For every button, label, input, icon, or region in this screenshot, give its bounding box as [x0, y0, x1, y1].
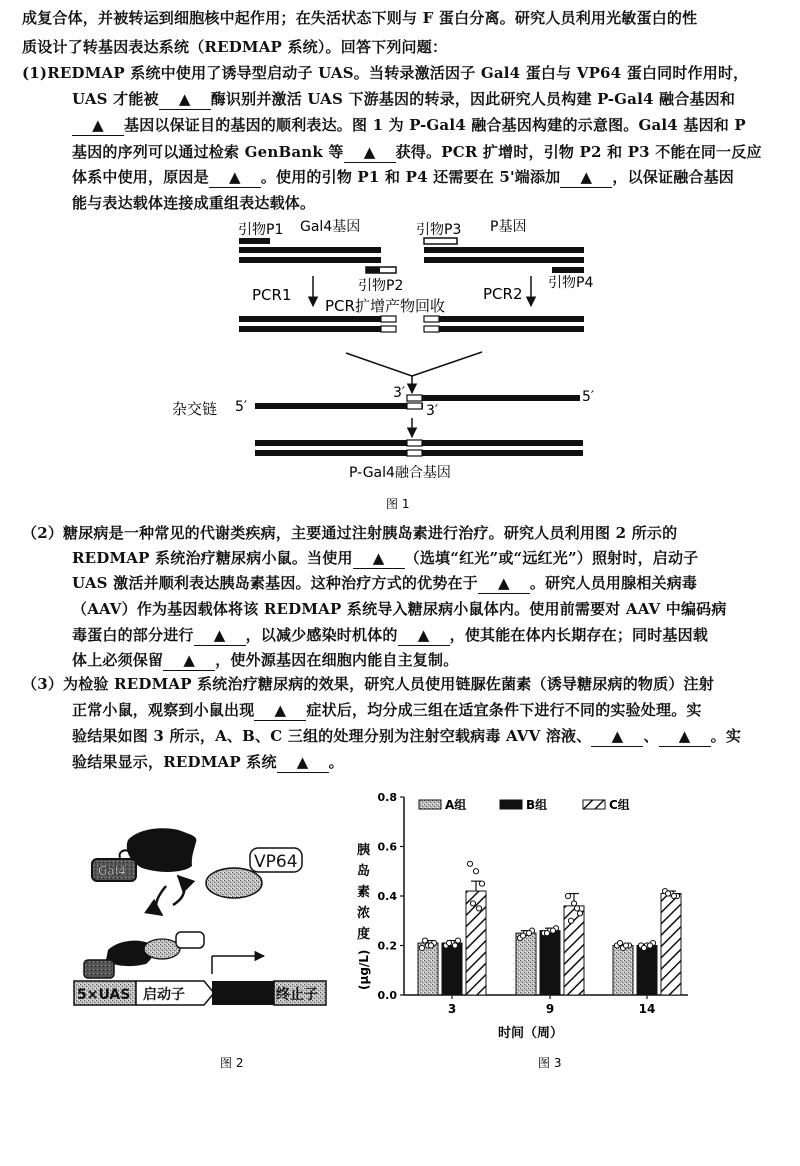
- insulin-gene-element: [212, 981, 274, 1005]
- q3-l3-text-c: 。实: [710, 727, 742, 745]
- q1-l5-text-c: ，以保证融合基因: [612, 168, 734, 186]
- gal4-strand-top: [239, 247, 381, 253]
- bars: [418, 861, 681, 995]
- f-protein-top: [127, 828, 197, 872]
- label-primer-p2: 引物P2: [358, 278, 404, 294]
- product1-bottom-tag: [381, 326, 396, 332]
- label-primer-p1: 引物P1: [238, 222, 284, 238]
- label-primer-p4: 引物P4: [548, 275, 594, 291]
- ylabel-char-4: 度: [357, 927, 371, 942]
- q2-l3-text-b: 。研究人员用腺相关病毒: [529, 574, 698, 592]
- bar: [540, 931, 560, 995]
- data-point: [641, 945, 646, 950]
- figure-2-caption: 图 2: [220, 1056, 244, 1070]
- legend-label: A组: [445, 798, 467, 812]
- product2-bottom: [439, 326, 584, 332]
- q1-line-1: (1)REDMAP 系统中使用了诱导型启动子 UAS。当转录激活因子 Gal4 蛋白与 VP64 蛋白同时作用时，: [22, 64, 749, 82]
- data-point: [671, 893, 676, 898]
- label-five-prime-right: 5′: [582, 389, 595, 405]
- answer-blank[interactable]: ▲: [560, 168, 612, 188]
- x-axis-title: 时间（周）: [498, 1026, 564, 1041]
- answer-blank[interactable]: ▲: [163, 651, 215, 671]
- data-point: [565, 893, 570, 898]
- answer-blank[interactable]: ▲: [277, 753, 329, 773]
- merge-line-left: [346, 353, 412, 376]
- y-tick-label: 0.2: [377, 939, 397, 953]
- bar: [442, 943, 462, 995]
- label-primer-p3: 引物P3: [416, 222, 462, 238]
- hybrid-strand-top: [412, 395, 580, 401]
- q1-l4-text-b: 获得。PCR 扩增时，引物 P2 和 P3 不能在同一反应: [395, 143, 762, 161]
- hybrid-overlap-bottom: [407, 403, 422, 409]
- answer-blank[interactable]: ▲: [353, 549, 405, 569]
- intro-line-2: 质设计了转基因表达系统（REDMAP 系统）。回答下列问题：: [22, 38, 448, 56]
- q1-l2-text-b: 酶识别并激活 UAS 下游基因的转录，因此研究人员构建 P-Gal4 融合基因和: [210, 90, 736, 108]
- legend: [419, 797, 630, 812]
- figure-2: [74, 828, 326, 1070]
- data-point: [419, 945, 424, 950]
- data-point: [574, 906, 579, 911]
- y-axis-title: [357, 842, 371, 990]
- q1-l5-text-b: 。使用的引物 P1 和 P4 还需要在 5'端添加: [260, 168, 561, 186]
- gal4-label: Gal4: [98, 864, 126, 878]
- answer-blank[interactable]: ▲: [591, 727, 643, 747]
- primer-p2-dark: [366, 267, 380, 273]
- data-point: [446, 940, 451, 945]
- q3-l2-text-a: 正常小鼠，观察到小鼠出现: [72, 701, 255, 719]
- answer-blank[interactable]: ▲: [344, 143, 396, 163]
- product1-top-tag: [381, 316, 396, 322]
- ylabel-char-0: 胰: [357, 843, 371, 858]
- y-tick-label: 0.4: [377, 890, 397, 903]
- y-tick-label: 0.0: [377, 989, 397, 1002]
- q2-l5-text-b: ，以减少感染时机体的: [245, 626, 398, 644]
- y-tick-label: 0.8: [377, 791, 397, 804]
- data-point: [577, 911, 582, 916]
- product2-top-tag: [424, 316, 439, 322]
- answer-blank[interactable]: ▲: [659, 727, 711, 747]
- primer-p3: [424, 238, 457, 244]
- bar: [661, 894, 681, 995]
- q1-line-6: 能与表达载体连接成重组表达载体。: [72, 194, 316, 212]
- q2-l2-text-a: REDMAP 系统治疗糖尿病小鼠。当使用: [72, 549, 353, 567]
- cycle-arrow-left: [156, 886, 166, 915]
- data-point: [473, 869, 478, 874]
- q1-l3-text: 基因以保证目的基因的顺利表达。图 1 为 P-Gal4 融合基因构建的示意图。Gal4 基因和 P: [124, 116, 746, 134]
- label-p-gene: P基因: [490, 219, 527, 235]
- legend-swatch: [583, 800, 605, 809]
- bar: [564, 906, 584, 995]
- uas-label: 5×UAS: [77, 987, 131, 1003]
- data-point: [617, 940, 622, 945]
- ylabel-char-3: 浓: [357, 906, 371, 921]
- terminator-label: 终止子: [276, 987, 318, 1003]
- fusion-tag-top: [407, 440, 422, 446]
- merge-line-right: [412, 352, 482, 376]
- q3-l3-text-b: 、: [643, 727, 659, 745]
- label-pcr-recovery: PCR扩增产物回收: [325, 297, 445, 315]
- x-tick-label: 14: [638, 1002, 656, 1016]
- data-point: [665, 891, 670, 896]
- data-point: [571, 901, 576, 906]
- q2-l2-text-b: （选填“红光”或“远红光”）照射时，启动子: [404, 549, 699, 567]
- ylabel-char-1: 岛: [357, 864, 371, 879]
- legend-label: C组: [609, 798, 630, 812]
- q1-l5-text-a: 体系中使用，原因是: [72, 168, 209, 186]
- bar: [466, 891, 486, 995]
- primer-p1: [239, 238, 270, 244]
- q2-line-1: （2）糖尿病是一种常见的代谢类疾病，主要通过注射胰岛素进行治疗。研究人员利用图 2 所示的: [22, 524, 678, 542]
- figure-1: [172, 218, 594, 511]
- vp64-protein-bottom: [144, 939, 180, 959]
- y-ticks: [378, 791, 405, 1002]
- vp64-protein-top: [206, 868, 262, 898]
- x-tick-label: 3: [447, 1002, 457, 1016]
- q2-l3-text-a: UAS 激活并顺利表达胰岛素基因。这种治疗方式的优势在于: [72, 574, 478, 592]
- data-point: [455, 938, 460, 943]
- q1-l4-text-a: 基因的序列可以通过检索 GenBank 等: [72, 143, 344, 161]
- q3-l4-text-a: 验结果显示，REDMAP 系统: [72, 753, 277, 771]
- product2-top: [439, 316, 584, 322]
- answer-blank[interactable]: ▲: [194, 626, 246, 646]
- product2-bottom-tag: [424, 326, 439, 332]
- bar: [613, 946, 633, 996]
- data-point: [467, 861, 472, 866]
- vp64-small-box: [176, 932, 204, 948]
- hybrid-strand-bottom: [255, 403, 423, 409]
- label-pcr2: PCR2: [483, 285, 523, 303]
- answer-blank[interactable]: ▲: [159, 90, 211, 110]
- legend-swatch: [419, 800, 441, 809]
- vp64-label: VP64: [254, 852, 298, 872]
- label-five-prime-left: 5′: [235, 399, 248, 415]
- y-tick-label: 0.6: [377, 840, 397, 854]
- intro-line-1: 成复合体，并被转运到细胞核中起作用；在失活状态下则与 F 蛋白分离。研究人员利用光敏蛋白的性: [22, 9, 698, 27]
- promoter-label: 启动子: [143, 987, 185, 1003]
- ylabel-unit: (μg/L): [357, 949, 371, 990]
- q2-line-4: （AAV）作为基因载体将该 REDMAP 系统导入糖尿病小鼠体内。使用前需要对 AAV 中编码病: [72, 600, 727, 618]
- hybrid-overlap-top: [407, 395, 422, 401]
- fusion-tag-bottom: [407, 450, 422, 456]
- answer-blank[interactable]: ▲: [398, 626, 450, 646]
- data-point: [568, 918, 573, 923]
- q3-l4-text-b: 。: [328, 753, 344, 771]
- data-point: [526, 931, 531, 936]
- q2-l6-text-b: ，使外源基因在细胞内能自主复制。: [215, 651, 459, 669]
- data-point: [479, 881, 484, 886]
- answer-blank[interactable]: ▲: [209, 168, 261, 188]
- legend-swatch: [500, 800, 522, 809]
- q3-line-1: （3）为检验 REDMAP 系统治疗糖尿病的效果，研究人员使用链脲佐菌素（诱导糖尿病的物质）注射: [22, 675, 714, 693]
- legend-label: B组: [526, 798, 548, 812]
- data-point: [550, 928, 555, 933]
- gal4-small-box: [84, 960, 114, 978]
- q1-l2-text-a: UAS 才能被: [72, 90, 159, 108]
- q2-l5-text-c: ，使其能在体内长期存在；同时基因载: [449, 626, 709, 644]
- label-three-prime-top: 3′: [393, 385, 406, 401]
- q3-l3-text-a: 验结果如图 3 所示，A、B、C 三组的处理分别为注射空载病毒 AVV 溶液、: [72, 727, 592, 745]
- answer-blank[interactable]: ▲: [72, 116, 124, 136]
- q2-l5-text-a: 毒蛋白的部分进行: [72, 626, 194, 644]
- data-point: [647, 943, 652, 948]
- label-three-prime-bottom: 3′: [426, 403, 439, 419]
- q3-l2-text-b: 症状后，均分成三组在适宜条件下进行不同的实验处理。实: [306, 701, 702, 719]
- bar: [516, 933, 536, 995]
- data-point: [428, 943, 433, 948]
- label-hybrid-strand: 杂交链: [172, 400, 218, 418]
- q2-l6-text-a: 体上必须保留: [72, 651, 164, 669]
- answer-blank[interactable]: ▲: [478, 574, 530, 594]
- label-fusion-gene: P-Gal4融合基因: [349, 465, 451, 481]
- primer-p4: [552, 267, 584, 273]
- ylabel-char-2: 素: [357, 885, 371, 900]
- product1-top: [239, 316, 381, 322]
- p-strand-top: [424, 247, 584, 253]
- data-point: [520, 933, 525, 938]
- data-point: [476, 906, 481, 911]
- data-point: [544, 931, 549, 936]
- answer-blank[interactable]: ▲: [254, 701, 306, 721]
- data-point: [470, 901, 475, 906]
- p-strand-bottom: [424, 257, 584, 263]
- label-pcr1: PCR1: [252, 286, 292, 304]
- data-point: [452, 943, 457, 948]
- figure-3-caption: 图 3: [538, 1056, 562, 1070]
- gal4-strand-bottom: [239, 257, 381, 263]
- product1-bottom: [239, 326, 381, 332]
- bar: [637, 946, 657, 996]
- x-tick-label: 9: [545, 1002, 555, 1016]
- label-gal4-gene: Gal4基因: [300, 219, 361, 235]
- data-point: [623, 943, 628, 948]
- figure-1-caption: 图 1: [386, 497, 410, 511]
- x-ticks: [448, 995, 656, 1016]
- figure-3-chart: [357, 791, 688, 1070]
- data-point: [422, 938, 427, 943]
- cycle-arrow-right: [173, 876, 184, 905]
